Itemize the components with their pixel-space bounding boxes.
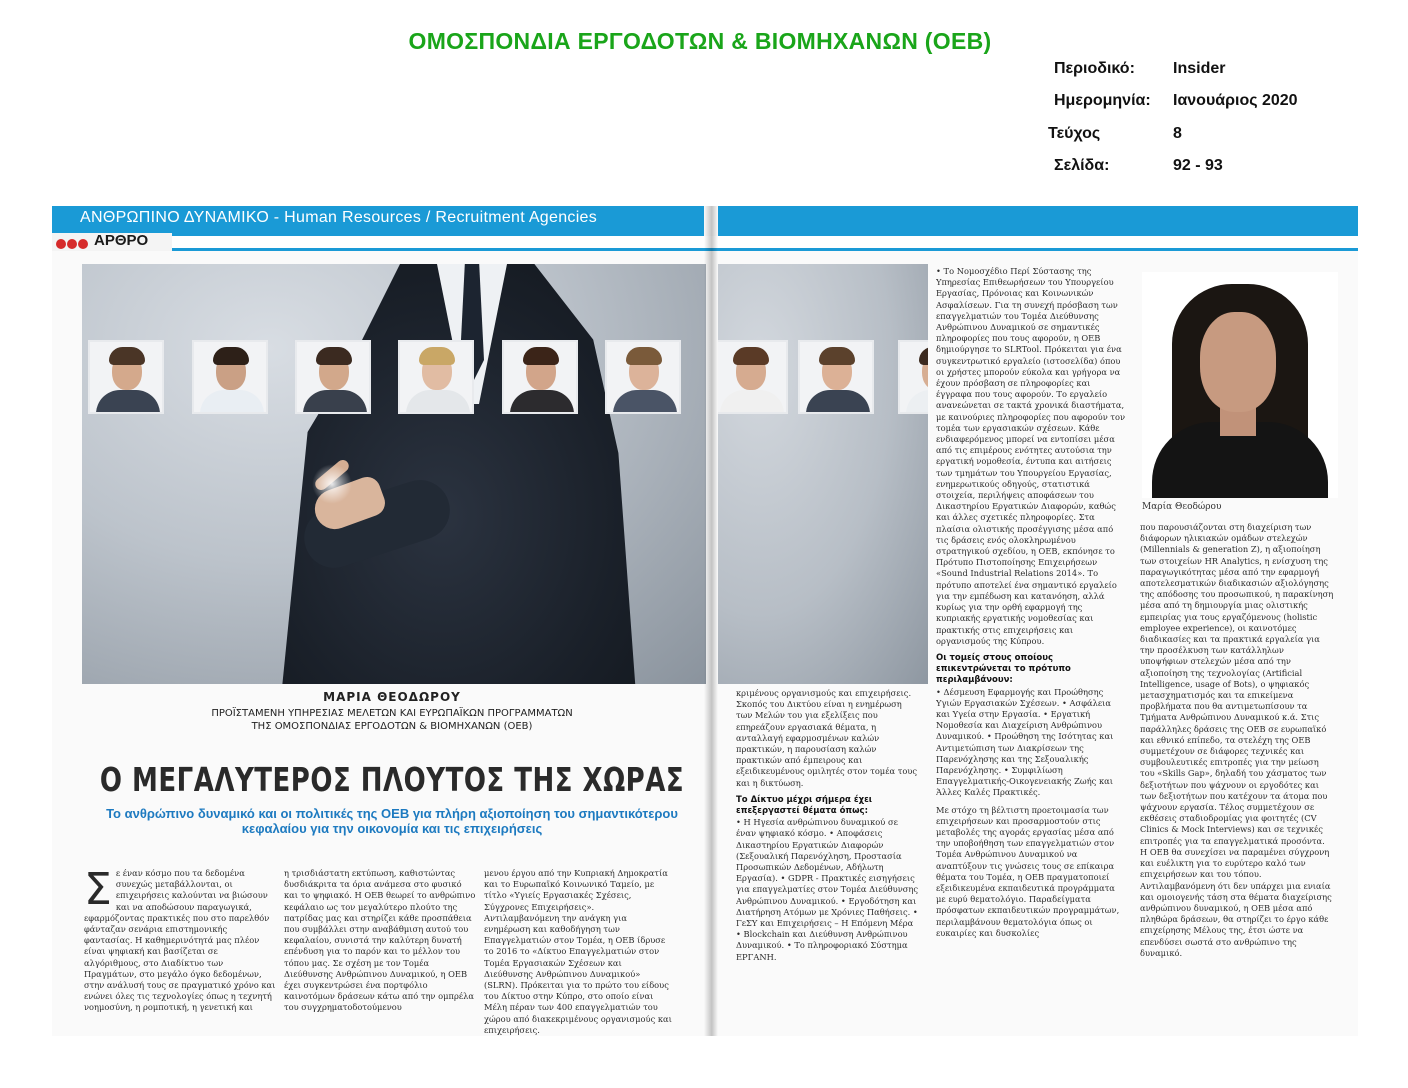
column-text: ε έναν κόσμο που τα δεδομένα συνεχώς μεταβάλλονται, οι επιχειρήσεις καλούνται να βιώσουν και να αποδώσουν παραγωγικά, εφαρμόζοντας πρακτικές που στο παρελθόν φάνταζαν σενάρια επιστημονικής φαντασίας. Η καθημερινότητά μας πλέον είναι ψηφιακή και βασίζεται σε αλγόριθμους, στο Διαδίκτυο των Πραγμάτων, στο μεγάλο όγκο δεδομένων, στην ανάλυσή τους σε πραγματικό χρόνο και ενώνει όλες τις τεχνολογίες όπως η τεχνητή νοημοσύνη, η ρομποτική, η γενετική και [84,868,276,1013]
column-text: που παρουσιάζονται στη διαχείριση των διάφορων ηλικιακών ομάδων στελεχών (Millennials & generation Z), η αξιοποίηση των στοιχείων HR Analytics, η ενίσχυση της παραγωγικότητας μέσα από την εφαρμογή αποτελεσματικών διαδικασιών αξιολόγησης της απόδοσης του προσωπικού, η παρακίνηση μέσα από τη δημιουργία μιας ολιστικής εμπειρίας για τους εργαζόμενους (holistic employee experience), οι καινοτόμες διαδικασίες και τα πρακτικά εργαλεία για την προσέλκυση των κατάλληλων υποψήφιων στελεχών μέσα από την αξιοποίηση της τεχνολογίας (Artificial Intelligence, usage of Bots), ο ψηφιακός μετασχηματισμός και τα επικείμενα προβλήματα που θα αντιμετωπίσουν τα Τμήματα Ανθρώπινου Δυναμικού κ.ά. Στις παράλληλες δράσεις της ΟΕΒ σε ευρωπαϊκό και εθνικό επίπεδο, τα στελέχη της ΟΕΒ συμμετέχουν σε διάφορες τεχνικές και συμβουλευτικές επιτροπές για την μείωση του «Skills Gap», δηλαδή του χάσματος των δεξιοτήτων που ψάχνουν οι εργοδότες και των δεξιοτήτων που κατέχουν τα άτομα που ψάχνουν εργασία. Τέλος συμμετέχουν σε εκθέσεις σταδιοδρομίας για φοιτητές (CV Clinics & Mock Interviews) και σε τεχνικές επιτροπές για τα επαγγελματικά προσόντα. Η ΟΕΒ θα συνεχίσει να παραμένει σύγχρονη και ευέλικτη για το ευρύτερο καλό των επιχειρήσεων και του τόπου. Αντιλαμβανόμενη ότι δεν υπάρχει μια ενιαία και ομοιογενής τάση στα θέματα διαχείρισης ανθρώπινου δυναμικού, η ΟΕΒ μέσα από πληθώρα δράσεων, θα στηρίζει το έργο κάθε επιχείρησης Μέλους της, έτσι ώστε να επενδύσει σωστά στο ανθρώπινο της δυναμικό. [1140,522,1334,958]
issue-label: Τεύχος [1048,125,1101,142]
author-role [82,707,702,733]
section-band-right [718,206,1358,236]
body-column-2 [284,868,476,1036]
magazine-value: Insider [1173,60,1226,77]
magazine-spread [52,206,1358,1036]
article-dots-icon [56,236,89,254]
candidate-tile [605,340,681,414]
candidate-tile [502,340,578,414]
author-name: ΜΑΡΙΑ ΘΕΟΔΩΡΟΥ [323,690,461,704]
column-text: η τρισδιάστατη εκτύπωση, καθιστώντας δυσδιάκριτα τα όρια ανάμεσα στο φυσικό και το ψηφιακό. Η ΟΕΒ θεωρεί το ανθρώπινο κεφάλαιο ως τον μεγαλύτερο πλούτο της πατρίδας μας και στηρίζει κάθε προσπάθεια που συμβάλλει στην αναβάθμιση αυτού του κεφαλαίου, συνιστά την καλύτερη δυνατή επένδυση για το παρόν και το μέλλον του τόπου μας. Σε σχέση με τον Τομέα Διεύθυνσης Ανθρώπινου Δυναμικού, η ΟΕΒ έχει συγκεντρώσει ένα πορτφόλιο καινοτόμων δράσεων κάτω από την ομπρέλα του συγχρηματοδοτούμενου [284,868,476,1013]
candidate-tile [192,340,268,414]
column-list: • Η Ηγεσία ανθρώπινου δυναμικού σε έναν ψηφιακό κόσμο. • Αποφάσεις Δικαστηρίου Εργατικών Διαφορών (Σεξουαλική Παρενόχληση, Προστασία Προσωπικών Δεδομένων, Αδήλωτη Εργασία). • GDPR - Πρακτικές εισηγήσεις για επαγγελματίες στον Τομέα Διεύθυνσης Ανθρώπινου Δυναμικού. • Εργοδότηση και Διατήρηση Ατόμων με Χρόνιες Παθήσεις. • ΓεΣΥ και Επιχειρήσεις – Η Επόμενη Μέρα • Blockchain και Διεύθυνση Ανθρώπινου Δυναμικού. • Το πληροφοριακό Σύστημα ΕΡΓΑΝΗ. [736,817,919,962]
candidate-tile [88,340,164,414]
page-label: Σελίδα: [1054,157,1110,174]
body-column-6 [1140,522,1334,1036]
section-band-text: ΑΝΘΡΩΠΙΝΟ ΔΥΝΑΜΙΚΟ - Human Resources / Recruitment Agencies [80,209,598,226]
issue-value: 8 [1173,125,1182,142]
column-heading: Το Δίκτυο μέχρι σήμερα έχει επεξεργαστεί θέματα όπως: [736,794,873,817]
article-headline: Ο ΜΕΓΑΛΥΤΕΡΟΣ ΠΛΟΥΤΟΣ ΤΗΣ ΧΩΡΑΣ [99,762,685,800]
column-text: • Το Νομοσχέδιο Περί Σύστασης της Υπηρεσίας Επιθεωρήσεων του Υπουργείου Εργασίας, Πρόνοιας και Κοινωνικών Ασφαλίσεων. Για τη συνεχή πρόσβαση των επαγγελματιών του Τομέα Διεύθυνσης Ανθρώπινου Δυναμικού σε σημαντικές πληροφορίες που τους αφορούν, η ΟΕΒ δημιούργησε το SLRTool. Πρόκειται για ένα συγκεντρωτικό εργαλείο (ιστοσελίδα) όπου οι χρήστες μπορούν εύκολα και γρήγορα να έχουν πρόσβαση σε πληροφορίες και έγγραφα που τους αφορούν. Το εργαλείο ανανεώνεται σε τακτά χρονικά διαστήματα, με καινούριες πληροφορίες που αφορούν τον τομέα των εργασιακών σχέσεων. Κάθε ενδιαφερόμενος μπορεί να εντοπίσει μέσα από τις επιμέρους ενότητες αυτούσια την εργατική νομοθεσία, έντυπα και αιτήσεις των τμημάτων του Υπουργείου Εργασίας, ενημερωτικούς οδηγούς, στατιστικά στοιχεία, περιλήψεις αποφάσεων του Δικαστηρίου Εργατικών Διαφορών, καθώς και άλλες σχετικές πληροφορίες. Στα πλαίσια ολιστικής προσέγγισης μέσα από τις δράσεις ενός ολοκληρωμένου στρατηγικού σχεδίου, η ΟΕΒ, εκπόνησε το Πρότυπο Πιστοποίησης Επιχειρήσεων «Sound Industrial Relations 2014». Το πρότυπο αποτελεί ένα σημαντικό εργαλείο για την εμπέδωση και κατανόηση, αλλά κυρίως για την ορθή εφαρμογή της κυπριακής εργατικής νομοθεσίας και πρακτικής στις επιχειρήσεις και οργανισμούς της Κύπρου. [936,266,1126,646]
article-tag: ΑΡΘΡΟ [94,232,149,249]
body-column-5 [936,266,1126,1036]
author-portrait [1142,272,1338,498]
businessman-photo [82,264,706,684]
candidates-photo-continued [718,264,928,684]
author-role-line: ΠΡΟΪΣΤΑΜΕΝΗ ΥΠΗΡΕΣΙΑΣ ΜΕΛΕΤΩΝ ΚΑΙ ΕΥΡΩΠΑΪΚΩΝ ΠΡΟΓΡΑΜΜΑΤΩΝ [211,708,573,719]
date-value: Ιανουάριος 2020 [1173,92,1298,109]
body-column-1 [84,868,276,1036]
column-list: • Δέσμευση Εφαρμογής και Προώθησης Υγιών Εργασιακών Σχέσεων. • Ασφάλεια και Υγεία στην Εργασία. • Εργατική Νομοθεσία και Διαχείριση Ανθρώπινου Δυναμικού. • Προώθηση της Ισότητας και Αντιμετώπιση των Διακρίσεων της Παρενόχλησης και της Σεξουαλικής Παρενόχλησης. • Συμφιλίωση Επαγγελματικής-Οικογενειακής Ζωής και Άλλες Καλές Πρακτικές. [936,686,1114,798]
column-heading: Οι τομείς στους οποίους επικεντρώνεται το πρότυπο περιλαμβάνουν: [936,652,1071,686]
candidate-tile [898,340,928,414]
section-band [52,206,704,236]
portrait-face [1200,312,1276,412]
touch-glow [312,464,352,504]
author-role-line: ΤΗΣ ΟΜΟΣΠΟΝΔΙΑΣ ΕΡΓΟΔΟΤΩΝ & ΒΙΟΜΗΧΑΝΩΝ (ΟΕΒ) [251,721,533,732]
body-column-4 [736,688,920,1036]
candidate-tile [798,340,874,414]
portrait-caption: Μαρία Θεοδώρου [1142,502,1222,512]
date-label: Ημερομηνία: [1054,92,1151,109]
page-gutter [704,206,718,1036]
candidate-tile [718,340,788,414]
column-text: κριμένους οργανισμούς και επιχειρήσεις. Σκοπός του Δικτύου είναι η ενημέρωση των Μελών του για εξελίξεις που επηρεάζουν εργασιακά θέματα, η ανταλλαγή εφαρμοσμένων καλών πρακτικών, η παρουσίαση καλών πρακτικών από έμπειρους και εξειδικευμένους ομιλητές στον τομέα τους και η δικτύωση. [736,688,918,788]
drop-cap: Σ [84,868,112,915]
body-column-3 [484,868,672,1036]
subhead-line: Το ανθρώπινο δυναμικό και οι πολιτικές της ΟΕΒ για πλήρη αξιοποίηση του σημαντικότερου [106,806,678,821]
article-subhead [82,806,702,836]
column-text: μενου έργου από την Κυπριακή Δημοκρατία και το Ευρωπαϊκό Κοινωνικό Ταμείο, με τίτλο «Υγιείς Εργασιακές Σχέσεις, Σύγχρονες Επιχειρήσεις». Αντιλαμβανόμενη την ανάγκη για ενημέρωση και καθοδήγηση των Επαγγελματιών στον Τομέα, η ΟΕΒ ίδρυσε το 2016 το «Δίκτυο Επαγγελματιών στον Τομέα Εργασιακών Σχέσεων και Διεύθυνσης Ανθρώπινου Δυναμικού» (SLRN). Πρόκειται για το πρώτο του είδους του Δίκτυο στην Κύπρο, στο οποίο είναι Μέλη πέραν των 400 επαγγελματιών του χώρου από διακεκριμένους οργανισμούς και επιχειρήσεις. [484,868,672,1035]
suit-shape [232,264,652,684]
candidate-tile [398,340,474,414]
candidate-tile [295,340,371,414]
page-value: 92 - 93 [1173,157,1223,174]
subhead-line: κεφαλαίου για την οικονομία και τις επιχειρήσεις [241,821,543,836]
column-text: Με στόχο τη βέλτιστη προετοιμασία των επιχειρήσεων και προσαρμοστούν στις μεταβολές της αγοράς εργασίας μέσα από την υποβοήθηση των επαγγελματιών στον Τομέα Ανθρώπινου Δυναμικού να αναπτύξουν τις γνώσεις τους σε επίκαιρα θέματα του Τομέα, η ΟΕΒ πραγματοποιεί εξειδικευμένα εκπαιδευτικά προγράμματα με ευρύ θεματολόγιο. Παραδείγματα πρόσφατων εκπαιδευτικών προγραμμάτων, περιλαμβάνουν θεματολόγια όπως οι ευκαιρίες και δυσκολίες [936,804,1120,938]
magazine-label: Περιοδικό: [1054,60,1135,77]
organization-title: ΟΜΟΣΠΟΝΔΙΑ ΕΡΓΟΔΟΤΩΝ & ΒΙΟΜΗΧΑΝΩΝ (ΟΕΒ) [408,28,992,54]
